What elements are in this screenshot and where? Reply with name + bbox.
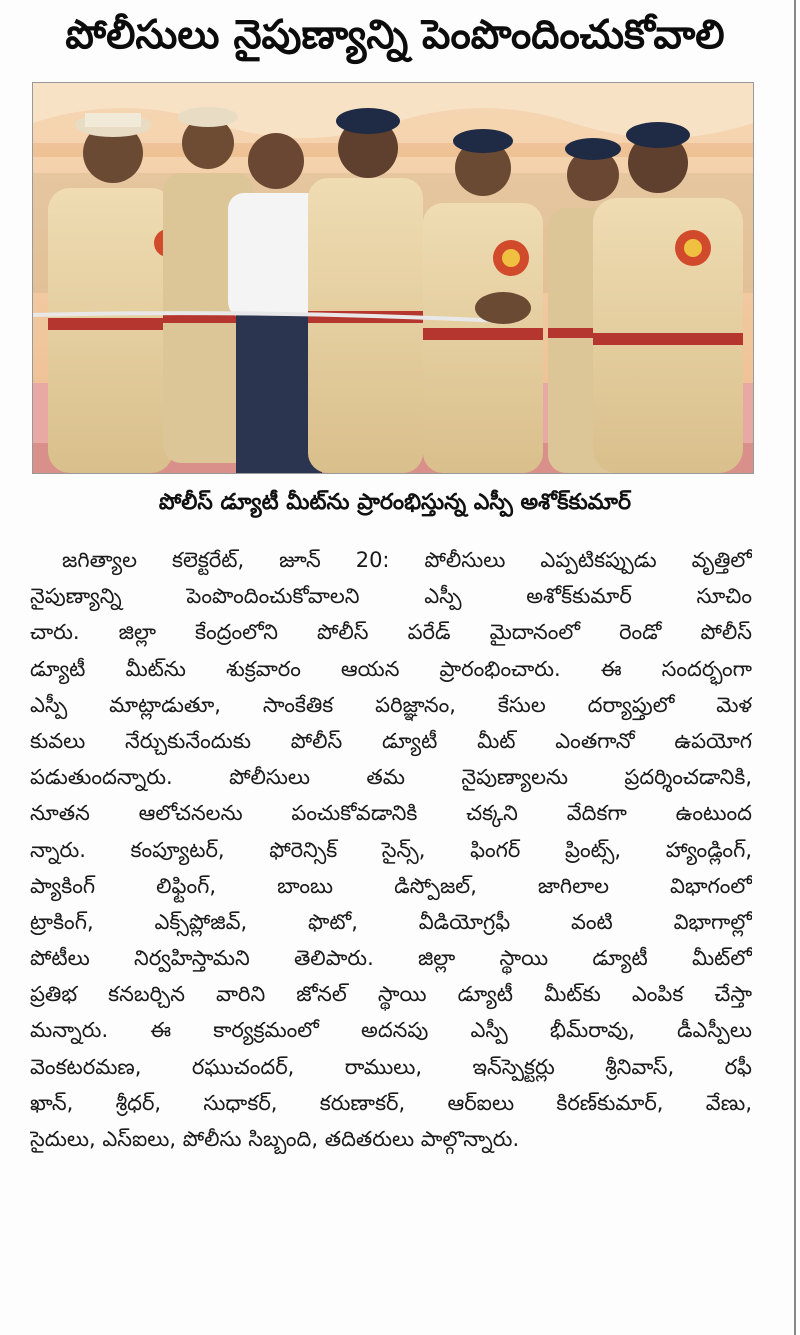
body-line: జగిత్యాల కలెక్టరేట్, జూన్ 20: పోలీసులు ఎప్పటికప్పుడు వృత్తిలో [62,548,752,572]
body-line: వెంకటరమణ, రఘుచందర్, రాములు, ఇన్‌స్పెక్టర్లు శ్రీనివాస్, రఫీ [30,1054,752,1079]
body-line: పడుతుందన్నారు. పోలీసులు తమ నైపుణ్యాలను ప్రదర్శించడానికి, [30,765,752,790]
body-line: నైపుణ్యాన్ని పెంపొందించుకోవాలని ఎస్పీ అశోక్‌కుమార్ సూచిం [30,584,752,609]
news-photo [32,82,754,474]
body-line: పోటీలు నిర్వహిస్తామని తెలిపారు. జిల్లా స్థాయి డ్యూటీ మీట్‌లో [30,946,752,971]
body-line: ప్యాకింగ్ లిఫ్టింగ్, బాంబు డిస్పోజల్, జాగిలాల విభాగంలో [30,873,752,898]
body-line: కువలు నేర్చుకునేందుకు పోలీస్ డ్యూటీ మీట్ ఎంతగానో ఉపయోగ [30,728,752,753]
body-line: ట్రాకింగ్, ఎక్స్‌ప్లోజివ్, ఫొటో, వీడియోగ్రఫీ వంటి విభాగాల్లో [30,909,752,934]
body-line: ఎస్పీ మాట్లాడుతూ, సాంకేతిక పరిజ్ఞానం, కేసుల దర్యాప్తులో మెళ [30,692,752,717]
article-body [30,542,752,1157]
body-line: నూతన ఆలోచనలను పంచుకోవడానికి చక్కని వేదికగా ఉంటుంద [30,801,752,826]
body-line: న్నారు. కంప్యూటర్, ఫోరెన్సిక్ సైన్స్, ఫింగర్ ప్రింట్స్, హ్యాండ్లింగ్, [30,837,752,862]
body-line: డ్యూటీ మీట్‌ను శుక్రవారం ఆయన ప్రారంభించారు. ఈ సందర్భంగా [30,656,752,681]
headline: పోలీసులు నైపుణ్యాన్ని పెంపొందించుకోవాలి [65,12,725,58]
clipping-edge [794,0,796,1335]
body-line: సైదులు, ఎస్‌ఐలు, పోలీసు సిబ్బంది, తదితరులు పాల్గొన్నారు. [30,1127,520,1151]
photo-caption: పోలీస్ డ్యూటీ మీట్‌ను ప్రారంభిస్తున్న ఎస్పీ అశోక్‌కుమార్ [158,490,632,515]
body-line: ఖాన్, శ్రీధర్, సుధాకర్, కరుణాకర్, ఆర్‌ఐలు కిరణ్‌కుమార్, వేణు, [30,1090,752,1115]
body-line: మన్నారు. ఈ కార్యక్రమంలో అదనపు ఎస్పీ భీమ్‌రావు, డీఎస్పీలు [30,1018,752,1043]
body-line: ప్రతిభ కనబర్చిన వారిని జోనల్ స్థాయి డ్యూటీ మీట్‌కు ఎంపిక చేస్తా [30,982,752,1007]
body-line: చారు. జిల్లా కేంద్రంలోని పోలీస్ పరేడ్ మైదానంలో రెండో పోలీస్ [30,620,752,645]
